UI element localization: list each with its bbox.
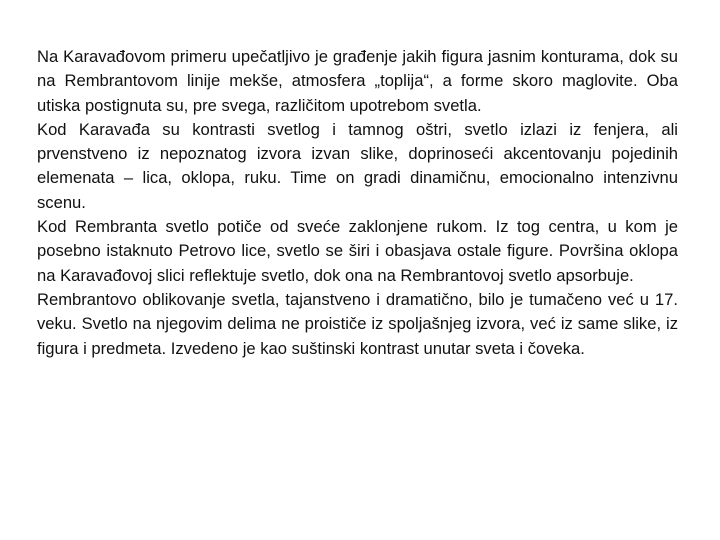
paragraph-rembrandt-mystery: Rembrantovo oblikovanje svetla, tajanstveno i dramatično, bilo je tumačeno već u 17. veku. Svetlo na njegovim delima ne proističe iz spoljašnjeg izvora, već iz same slike, iz figura i predmeta. Izvedeno je kao suštinski kontrast unutar sveta i čoveka. <box>37 289 678 358</box>
paragraph-caravaggio-light: Kod Karavađa su kontrasti svetlog i tamnog oštri, svetlo izlazi iz fenjera, ali prvenstveno iz nepoznatog izvora izvan slike, doprinoseći akcentovanju pojedinih elemenata – lica, oklopa, ruku. Time on gradi dinamičnu, emocionalno intenzivnu scenu. <box>37 119 678 212</box>
paragraph-rembrandt-light: Kod Rembranta svetlo potiče od sveće zaklonjene rukom. Iz tog centra, u kom je posebno istaknuto Petrovo lice, svetlo se širi i obasjava ostale figure. Površina oklopa na Karavađovoj slici reflektuje svetlo, dok ona na Rembrantovoj svetlo apsorbuje. <box>37 217 678 285</box>
paragraph-caravaggio-vs-rembrandt: Na Karavađovom primeru upečatljivo je građenje jakih figura jasnim konturama, dok su na Rembrantovom linije mekše, atmosfera „toplija“, a forme skoro maglovite. Oba utiska postignuta su, pre svega, različitom upotrebom svetla. <box>37 47 678 115</box>
body-text <box>37 45 678 361</box>
